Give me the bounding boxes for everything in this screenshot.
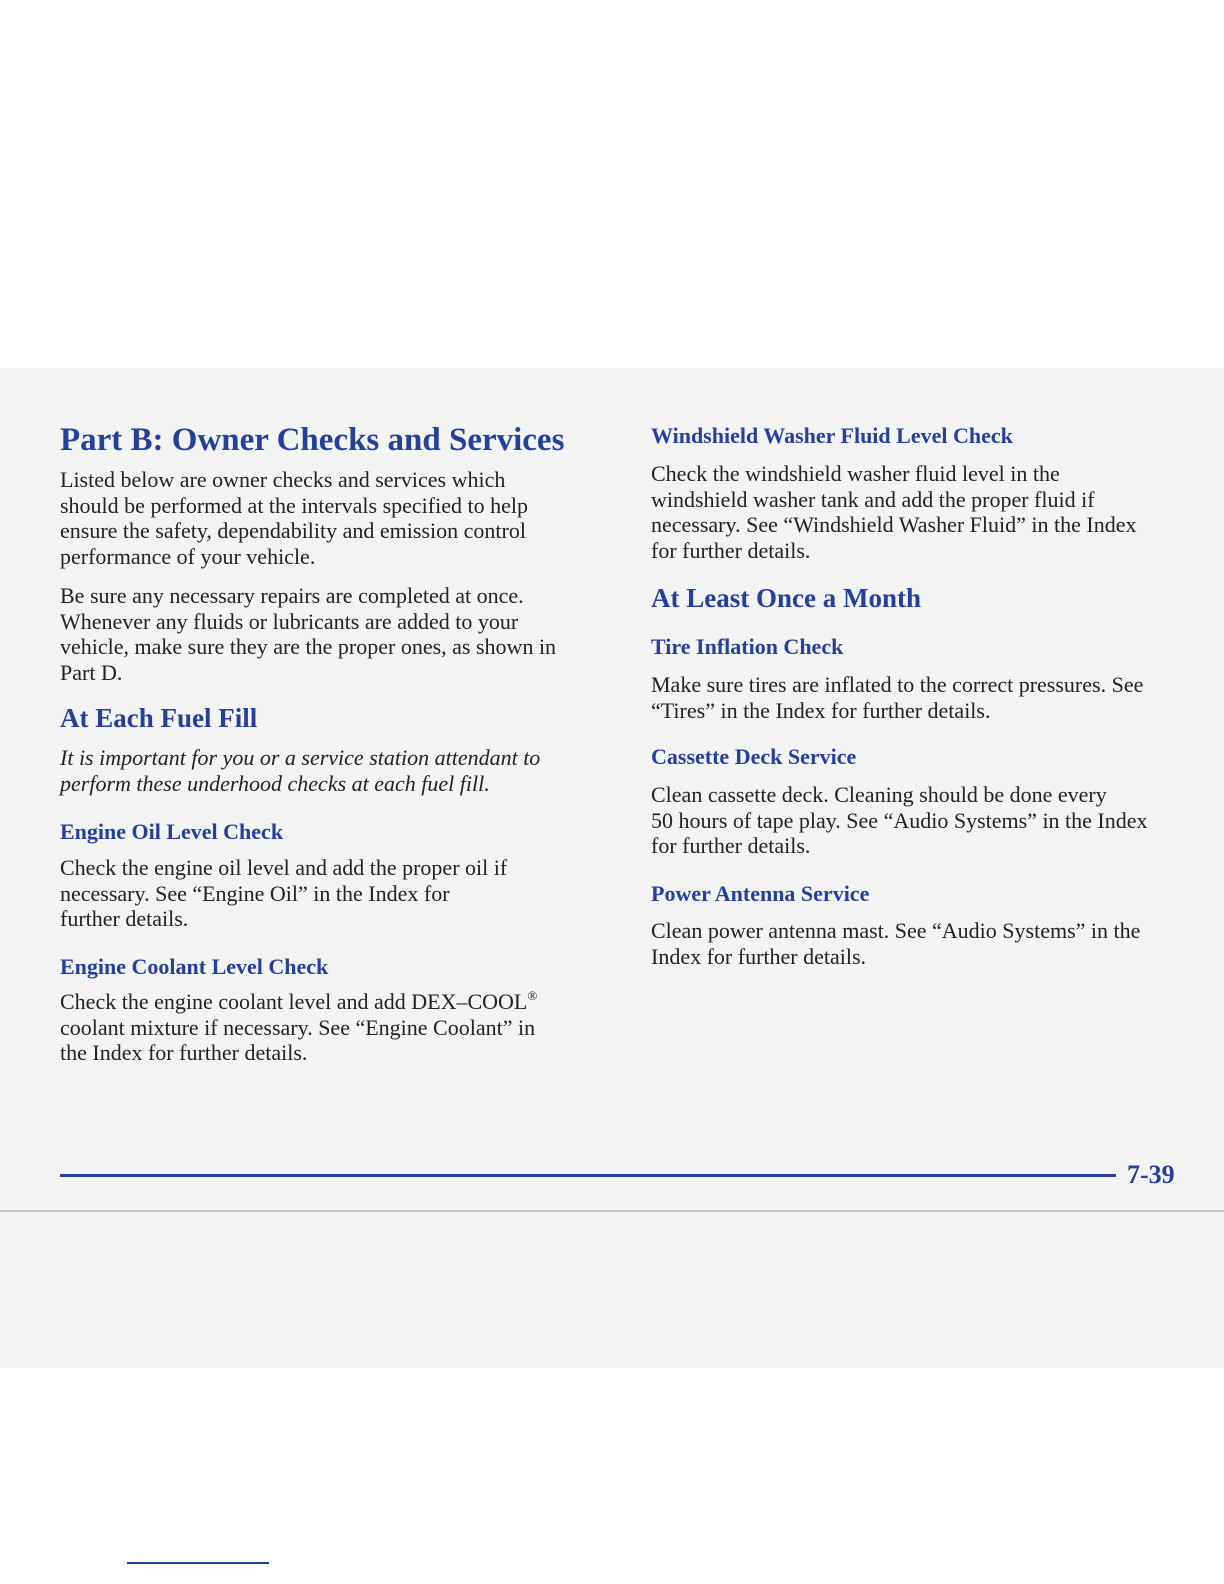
engine-coolant-body-line1: Check the engine coolant level and add DEX–COOL: [60, 989, 528, 1014]
scan-edge-divider: [0, 1210, 1224, 1212]
cassette-deck-body: Clean cassette deck. Cleaning should be done every 50 hours of tape play. See “Audio Systems” in the Index for further details.: [651, 782, 1148, 858]
footer-rule: [60, 1174, 1116, 1177]
engine-oil-body: Check the engine oil level and add the proper oil if necessary. See “Engine Oil” in the Index for further details.: [60, 855, 508, 931]
tire-inflation-body: Make sure tires are inflated to the correct pressures. See “Tires” in the Index for further details.: [651, 672, 1144, 723]
page-scan: [0, 368, 1224, 1368]
power-antenna-heading: Power Antenna Service: [651, 881, 870, 906]
fuel-fill-note: It is important for you or a service station attendant to perform these underhood checks at each fuel fill.: [60, 745, 541, 796]
section-heading-fuel-fill: At Each Fuel Fill: [60, 703, 258, 733]
cassette-deck-heading: Cassette Deck Service: [651, 744, 857, 769]
washer-fluid-body: Check the windshield washer fluid level in the windshield washer tank and add the proper fluid if necessary. See “Windshield Washer Fluid” in the Index for further details.: [651, 461, 1137, 563]
power-antenna-body: Clean power antenna mast. See “Audio Systems” in the Index for further details.: [651, 918, 1141, 969]
footer-mark: [127, 1562, 269, 1564]
engine-coolant-body: [60, 989, 537, 1066]
registered-mark: ®: [527, 988, 538, 1003]
washer-fluid-heading: Windshield Washer Fluid Level Check: [651, 423, 1013, 448]
engine-oil-heading: Engine Oil Level Check: [60, 819, 284, 844]
intro-paragraph: Listed below are owner checks and services which should be performed at the intervals specified to help ensure the safety, dependability and emission control performance of your vehicle.: [60, 467, 528, 569]
page-number: 7-39: [1127, 1160, 1175, 1189]
engine-coolant-heading: Engine Coolant Level Check: [60, 954, 329, 979]
tire-inflation-heading: Tire Inflation Check: [651, 634, 844, 659]
page-title: Part B: Owner Checks and Services: [60, 422, 565, 458]
engine-coolant-body-rest: coolant mixture if necessary. See “Engine Coolant” in the Index for further details.: [60, 1014, 536, 1065]
section-heading-once-a-month: At Least Once a Month: [651, 583, 921, 613]
repairs-paragraph: Be sure any necessary repairs are completed at once. Whenever any fluids or lubricants are added to your vehicle, make sure they are the proper ones, as shown in Part D.: [60, 583, 557, 685]
